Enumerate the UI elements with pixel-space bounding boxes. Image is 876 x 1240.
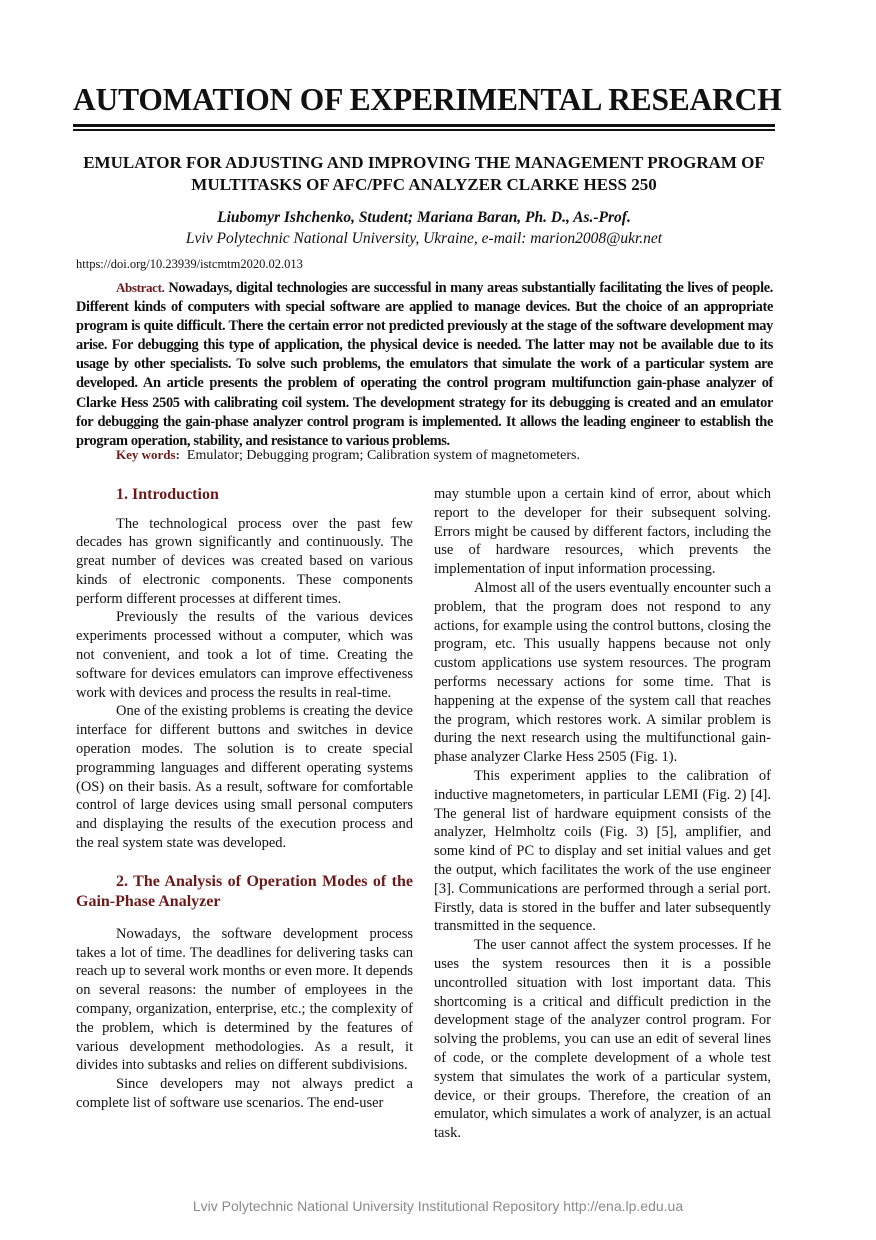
abstract-text: Nowadays, digital technologies are successful in many areas substantially facilitating the lives of people. Different kinds of computers with special software are applied to manage devices. But the choice of an appropriate program is quite difficult. There the certain error not predicted previously at the stage of the software development may arise. For debugging this type of application, the physical device is needed. The latter may not be available due to its usage by other specialists. To solve such problems, the emulators that simulate the work of a particular system are developed. An article presents the problem of operating the control program multifunction gain-phase analyzer of Clarke Hess 2505 with calibrating coil system. The development strategy for its debugging is created and an emulator for debugging the gain-phase analyzer control program is implemented. It allows the leading engineer to establish the program operation, stability, and resistance to various problems.: [76, 280, 774, 449]
keywords-text: Emulator; Debugging program; Calibration system of magnetometers.: [186, 448, 581, 463]
section-heading-analysis: 2. The Analysis of Operation Modes of the Gain-Phase Analyzer: [76, 872, 413, 911]
paragraph: Since developers may not always predict a complete list of software use scenarios. The end-user: [76, 1076, 413, 1112]
paragraph: Almost all of the users eventually encounter such a problem, that the program does not respond to any actions, for example using the control buttons, closing the program, etc. This usually happens because not only custom applications use system resources. The program performs necessary actions for some time. That is happening at the expense of the system call that reaches the program, which restores work. A similar problem is during the next research using the multifunctional gain-phase analyzer Clarke Hess 2505 (Fig. 1).: [434, 579, 771, 766]
paper-title: EMULATOR FOR ADJUSTING AND IMPROVING THE MANAGEMENT PROGRAM OF MULTITASKS OF AFC/PFC ANALYZER CLARKE HESS 250: [83, 153, 765, 194]
section-heading-introduction: 1. Introduction: [116, 486, 219, 503]
abstract-label: Abstract.: [116, 280, 165, 295]
affiliation: Lviv Polytechnic National University, Ukraine, e-mail: marion2008@ukr.net: [185, 230, 663, 247]
header-rule-thin: [73, 129, 775, 131]
paragraph: Nowadays, the software development process takes a lot of time. The deadlines for delivering tasks can reach up to several work months or even more. It depends on several reasons: the number of employees in the company, organization, enterprise, etc.; the complexity of the problem, which is determined by the features of various development methodologies. As a result, it divides into subtasks and relies on different subdivisions.: [76, 925, 413, 1074]
keywords: [116, 446, 580, 465]
header-rule-thick: [73, 124, 775, 127]
paragraph: This experiment applies to the calibration of inductive magnetometers, in particular LEMI (Fig. 2) [4]. The general list of hardware equipment consists of the analyzer, Helmholtz coils (Fig. 3) [5], amplifier, and some kind of PC to display and set initial values and get the output, which facilitates the work of the use engineer [3]. Communications are performed through a serial port. Firstly, data is stored in the buffer and later subsequently transmitted in the sequence.: [434, 767, 771, 935]
paragraph: The technological process over the past few decades has grown significantly and continuously. The great number of devices was created based on various kinds of electronic components. These components perform different processes at different times.: [76, 515, 413, 607]
keywords-label: Key words:: [116, 447, 180, 462]
authors: Liubomyr Ishchenko, Student; Mariana Baran, Ph. D., As.-Prof.: [217, 209, 631, 226]
repository-footer: Lviv Polytechnic National University Institutional Repository http://ena.lp.edu.ua: [192, 1198, 684, 1214]
abstract: [76, 278, 773, 451]
paragraph-continued: may stumble upon a certain kind of error, about which report to the developer for their subsequent solving. Errors might be caused by different factors, including the use of hardware resources, which prevents the implementation of input information processing.: [434, 486, 771, 578]
doi-link[interactable]: https://doi.org/10.23939/istcmtm2020.02.013: [76, 257, 303, 271]
right-column: [434, 485, 771, 1143]
journal-section-title: AUTOMATION OF EXPERIMENTAL RESEARCH: [73, 82, 782, 117]
left-column: [76, 485, 413, 1113]
paragraph: Previously the results of the various devices experiments processed without a computer, which was not convenient, and took a lot of time. Creating the software for devices emulators can improve effectiveness work with devices and process the results in real-time.: [76, 609, 413, 701]
paragraph: The user cannot affect the system processes. If he uses the system resources then it is a possible uncontrolled situation with lost important data. This shortcoming is a critical and difficult prediction in the development stage of the analyzer control program. For solving the problems, you can use an edit of several lines of code, or the complete development of a whole test system that simulates the work of a particular system, device, or their groups. Therefore, the creation of an emulator, which simulates a work of analyzer, is an actual task.: [434, 937, 771, 1142]
paragraph: One of the existing problems is creating the device interface for different buttons and switches in device operation modes. The solution is to create special programming languages and different operating systems (OS) on their basis. As a result, software for comfortable control of large devices using small personal computers and displaying the results of the execution process and the real system state was developed.: [76, 703, 413, 852]
